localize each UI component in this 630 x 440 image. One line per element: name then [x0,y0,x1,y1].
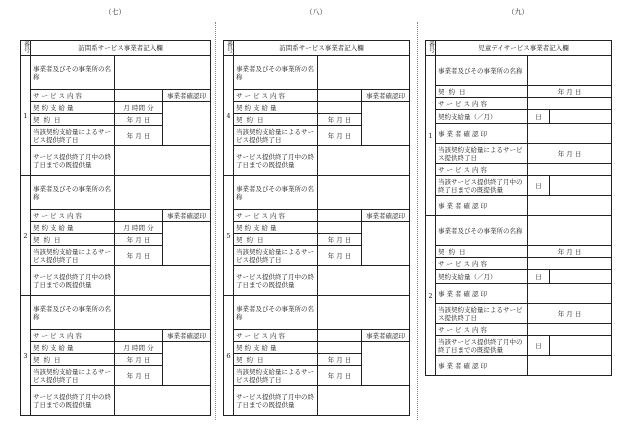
service-label-2: サービス内容 [436,164,528,176]
contract-label: 契約日 [31,234,115,246]
service-field[interactable] [115,210,163,222]
confirm-field[interactable] [528,196,612,216]
amount-label: 契約支給量 [31,102,115,114]
stamp-field[interactable] [362,342,410,386]
stamp-header: 事業者確認印 [163,210,211,222]
existing-label: サービス提供終了月中の終了日までの既提供量 [234,266,318,296]
existing-field[interactable] [318,266,410,296]
service-label: サービス内容 [436,98,528,110]
end-date-label: 当該契約支給量によるサービス提供終了日 [31,366,115,386]
provider-field[interactable] [528,56,612,86]
amount-label: 契約支給量 [234,342,318,354]
amount-unit: 日 [528,270,550,284]
amount-field[interactable] [318,222,362,234]
service-field[interactable] [115,90,163,102]
service-field[interactable] [528,98,612,110]
service-label: サービス内容 [31,210,115,222]
stamp-field[interactable] [163,102,211,146]
service-field-2[interactable] [528,324,612,336]
contract-label: 契約日 [234,114,318,126]
service-label: サービス内容 [436,258,528,270]
provider-field[interactable] [115,296,211,330]
existing-unit: 日 [528,176,550,196]
amount-field[interactable] [318,342,362,354]
provider-label: 事業者及びその事業所の名称 [234,296,318,330]
service-field[interactable] [318,210,362,222]
stamp-field[interactable] [163,222,211,266]
stamp-field[interactable] [362,222,410,266]
end-date-label: 当該契約支給量によるサービス提供終了日 [436,144,528,164]
existing-field[interactable] [115,386,211,416]
contract-date[interactable]: 年 月 日 [318,354,362,366]
contract-date[interactable]: 年 月 日 [318,234,362,246]
section-title: 訪問系サービス事業者記入欄 [234,41,410,56]
stamp-header: 事業者確認印 [362,90,410,102]
end-date-field[interactable]: 年 月 日 [115,126,163,146]
confirm-label: 事業者確認印 [436,124,528,144]
section-title: 訪問系サービス事業者記入欄 [31,41,211,56]
amount-label: 契約支給量 [234,102,318,114]
service-label: サービス内容 [234,210,318,222]
stamp-header: 事業者確認印 [163,90,211,102]
end-date-field[interactable]: 年 月 日 [318,366,362,386]
amount-label: 契約支給量 [31,342,115,354]
provider-label: 事業者及びその事業所の名称 [436,216,528,246]
provider-label: 事業者及びその事業所の名称 [31,56,115,90]
number-header: 番号 [21,41,31,56]
end-date-field[interactable]: 年 月 日 [318,126,362,146]
provider-field[interactable] [318,296,410,330]
existing-label: サービス提供終了月中の終了日までの既提供量 [234,146,318,176]
existing-label: サービス提供終了月中の終了日までの既提供量 [31,386,115,416]
stamp-header: 事業者確認印 [362,330,410,342]
contract-label: 契約日 [436,86,528,98]
stamp-field[interactable] [163,342,211,386]
existing-label: サービス提供終了月中の終了日までの既提供量 [31,266,115,296]
amount-field[interactable]: 月 時間 分 [115,222,163,234]
confirm-label: 事業者確認印 [436,196,528,216]
provider-label: 事業者及びその事業所の名称 [31,296,115,330]
provider-label: 事業者及びその事業所の名称 [234,56,318,90]
contract-label: 契約日 [31,354,115,366]
service-field[interactable] [318,330,362,342]
amount-field[interactable] [550,270,612,284]
existing-field[interactable] [550,336,612,356]
stamp-header: 事業者確認印 [362,210,410,222]
service-field-2[interactable] [528,164,612,176]
end-date-label: 当該契約支給量によるサービス提供終了日 [234,366,318,386]
form-table-9 [425,40,612,376]
amount-field[interactable]: 月 時間 分 [115,102,163,114]
panel-marker: （七） [104,8,126,16]
section-title: 児童デイサービス事業者記入欄 [436,41,612,56]
confirm-field[interactable] [528,356,612,376]
stamp-field[interactable] [362,102,410,146]
panel-marker: （九） [507,8,529,16]
contract-label: 契約日 [436,246,528,258]
end-date-field[interactable]: 年 月 日 [528,144,612,164]
end-date-label: 当該契約支給量によるサービス提供終了日 [234,126,318,146]
panel-divider [417,22,418,420]
entry-number: 2 [21,176,31,296]
existing-field[interactable] [318,386,410,416]
service-label: サービス内容 [31,330,115,342]
number-header: 番号 [224,41,234,56]
contract-date[interactable]: 年 月 日 [115,234,163,246]
existing-label: サービス提供終了月中の終了日までの既提供量 [31,146,115,176]
end-date-label: 当該契約支給量によるサービス提供終了日 [31,246,115,266]
existing-field[interactable] [115,146,211,176]
service-label: サービス内容 [234,90,318,102]
service-label: サービス内容 [234,330,318,342]
provider-field[interactable] [318,176,410,210]
provider-field[interactable] [318,56,410,90]
entry-number: 5 [224,176,234,296]
contract-date[interactable]: 年 月 日 [528,246,612,258]
confirm-label: 事業者確認印 [436,284,528,304]
stamp-header: 事業者確認印 [163,330,211,342]
provider-field[interactable] [528,216,612,246]
contract-date[interactable]: 年 月 日 [115,114,163,126]
existing-label: サービス提供終了月中の終了日までの既提供量 [234,386,318,416]
confirm-field[interactable] [528,124,612,144]
entry-number: 4 [224,56,234,176]
confirm-field[interactable] [528,284,612,304]
panel-marker: （八） [305,8,327,16]
number-header: 番号 [426,41,436,56]
end-date-label: 当該契約支給量によるサービス提供終了日 [436,304,528,324]
amount-label: 契約支給量（／月） [436,270,528,284]
entry-number: 6 [224,296,234,416]
amount-label: 契約支給量 [31,222,115,234]
existing-field[interactable] [115,266,211,296]
entry-number: 2 [426,216,436,376]
service-field[interactable] [115,330,163,342]
service-field[interactable] [528,258,612,270]
contract-date[interactable]: 年 月 日 [528,86,612,98]
contract-date[interactable]: 年 月 日 [115,354,163,366]
provider-field[interactable] [115,176,211,210]
form-table-8 [223,40,410,416]
end-date-label: 当該契約支給量によるサービス提供終了日 [31,126,115,146]
entry-number: 3 [21,296,31,416]
end-date-label: 当該契約支給量によるサービス提供終了日 [234,246,318,266]
existing-label: 当該サービス提供終了月中の終了日までの既提供量 [436,176,528,196]
amount-field[interactable] [550,110,612,124]
existing-unit: 日 [528,336,550,356]
contract-label: 契約日 [234,234,318,246]
existing-field[interactable] [550,176,612,196]
service-field[interactable] [318,90,362,102]
contract-date[interactable]: 年 月 日 [318,114,362,126]
amount-label: 契約支給量 [234,222,318,234]
existing-field[interactable] [318,146,410,176]
provider-field[interactable] [115,56,211,90]
amount-field[interactable] [318,102,362,114]
end-date-field[interactable]: 年 月 日 [318,246,362,266]
end-date-field[interactable]: 年 月 日 [115,366,163,386]
provider-label: 事業者及びその事業所の名称 [234,176,318,210]
entry-number: 1 [426,56,436,216]
end-date-field[interactable]: 年 月 日 [115,246,163,266]
amount-field[interactable]: 月 時間 分 [115,342,163,354]
existing-label: 当該サービス提供終了月中の終了日までの既提供量 [436,336,528,356]
end-date-field[interactable]: 年 月 日 [528,304,612,324]
contract-label: 契約日 [234,354,318,366]
panel-divider [215,22,216,420]
provider-label: 事業者及びその事業所の名称 [436,56,528,86]
amount-unit: 日 [528,110,550,124]
confirm-label: 事業者確認印 [436,356,528,376]
amount-label: 契約支給量（／月） [436,110,528,124]
provider-label: 事業者及びその事業所の名称 [31,176,115,210]
service-label-2: サービス内容 [436,324,528,336]
form-table-7 [20,40,211,416]
service-label: サービス内容 [31,90,115,102]
entry-number: 1 [21,56,31,176]
contract-label: 契約日 [31,114,115,126]
